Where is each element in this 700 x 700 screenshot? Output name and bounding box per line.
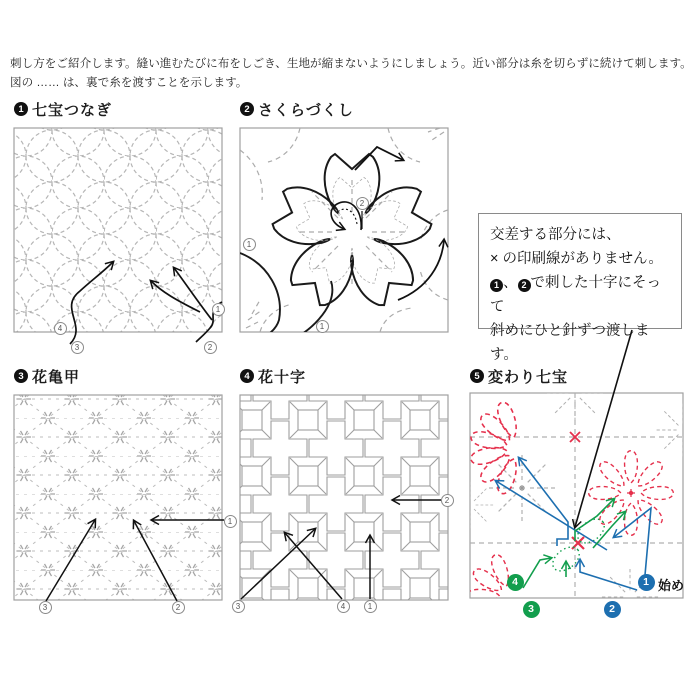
p2-marker-1a: 1 <box>243 238 256 251</box>
pattern-1-title <box>14 101 112 117</box>
p3-marker-2: 2 <box>172 601 185 614</box>
note-box <box>478 213 682 363</box>
p5-step-2: 2 <box>604 601 621 618</box>
p1-marker-4: 4 <box>54 322 67 335</box>
pattern-3-title-text: 花亀甲 <box>32 368 81 386</box>
pattern-2-number-badge: 2 <box>240 102 254 116</box>
p5-step-4: 4 <box>507 574 524 591</box>
p4-marker-1: 1 <box>364 600 377 613</box>
p2-marker-1b: 1 <box>316 320 329 333</box>
pattern-3-diagram <box>14 395 224 601</box>
note-line-4: 斜めにひと針ずつ渡します。 <box>490 323 650 363</box>
p1-marker-3: 3 <box>71 341 84 354</box>
pattern-1-diagram <box>14 128 222 344</box>
p4-marker-3: 3 <box>232 600 245 613</box>
pattern-1-title-text: 七宝つなぎ <box>32 101 113 119</box>
p4-marker-2: 2 <box>441 494 454 507</box>
pattern-2-title <box>240 101 354 117</box>
pattern-3-title <box>14 368 80 384</box>
p4-marker-4: 4 <box>337 600 350 613</box>
pattern-5-number-badge: 5 <box>470 369 484 383</box>
p1-marker-2: 2 <box>204 341 217 354</box>
pattern-4-title <box>240 368 306 384</box>
note-line-3-text: で刺した十字にそって <box>490 275 661 315</box>
intro-line-2: 図の …… は、裏で糸を渡すことを示します。 <box>10 76 248 89</box>
note-line-3 <box>490 271 670 319</box>
pattern-5-diagram <box>446 364 700 639</box>
p5-step-3: 3 <box>523 601 540 618</box>
note-line-1: 交差する部分には、 <box>490 227 621 243</box>
step-2-badge-inline: 2 <box>518 279 531 292</box>
intro-text <box>10 54 696 92</box>
pattern-5-title <box>470 368 568 384</box>
note-line-2: × の印刷線がありません。 <box>490 251 663 267</box>
p5-step-1: 1 <box>638 574 655 591</box>
pattern-1-number-badge: 1 <box>14 102 28 116</box>
pattern-5-title-text: 変わり七宝 <box>488 368 569 386</box>
p2-marker-2: 2 <box>356 197 369 210</box>
pattern-2-title-text: さくらづくし <box>258 101 354 119</box>
pattern-2-diagram <box>240 128 448 336</box>
p3-marker-1: 1 <box>224 515 237 528</box>
p3-marker-3: 3 <box>39 601 52 614</box>
pattern-4-number-badge: 4 <box>240 369 254 383</box>
note-line-3-separator: 、 <box>503 275 518 291</box>
step-1-badge-inline: 1 <box>490 279 503 292</box>
intro-line-1: 刺し方をご紹介します。縫い進むたびに布をしごき、生地が縮まないようにしましょう。近い部分は糸を切らずに続けて刺します。 <box>10 57 692 70</box>
pattern-3-number-badge: 3 <box>14 369 28 383</box>
pattern-4-diagram <box>240 395 448 600</box>
pattern-4-title-text: 花十字 <box>258 368 307 386</box>
p1-marker-1: 1 <box>212 303 225 316</box>
start-label: 始め <box>658 578 685 593</box>
